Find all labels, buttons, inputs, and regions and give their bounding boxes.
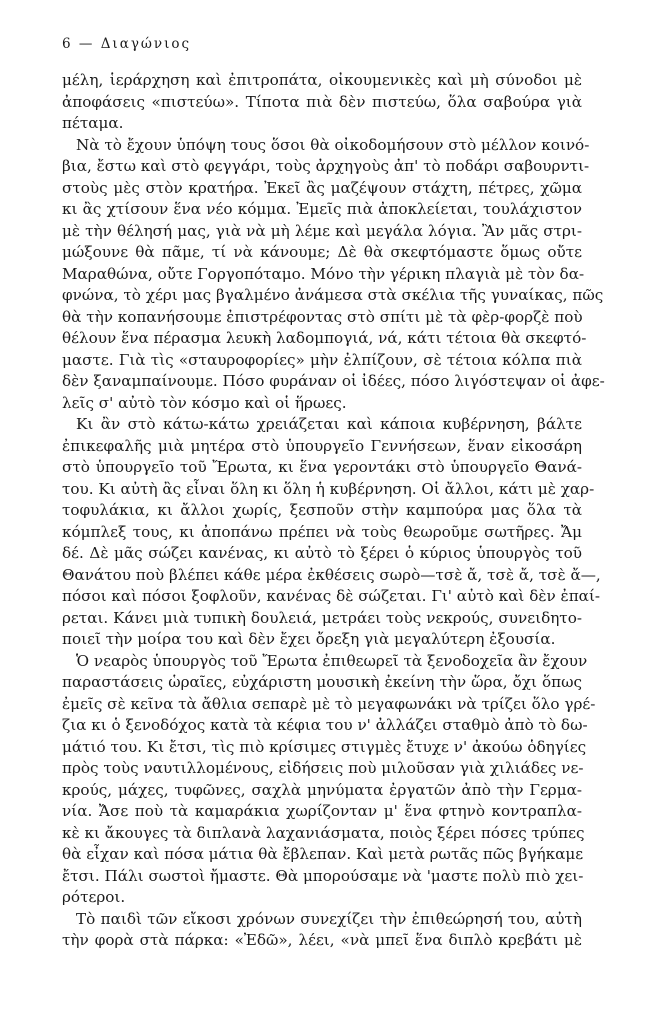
text-line: πρὸς τοὺς ναυτιλλομένους, εἰδήσεις ποὺ μιλοῦσαν γιὰ χιλιάδες νε- xyxy=(62,759,584,777)
paragraph xyxy=(62,909,582,952)
text-line: μαστε. Γιὰ τὶς «σταυροφορίες» μὴν ἐλπίζουν, σὲ τέτοια κόλπα πιὰ xyxy=(62,350,582,369)
text-line: φνώνα, τὸ χέρι μας βγαλμένο ἀνάμεσα στὰ σκέλια τῆς γυναίκας, πῶς xyxy=(62,286,604,304)
text-line: Θανάτου ποὺ βλέπει κάθε μέρα ἐκθέσεις σωρὸ—τσὲ ἄ, τσὲ ἄ, τσὲ ἄ—, xyxy=(62,565,601,584)
text-line: Ὁ νεαρὸς ὑπουργὸς τοῦ Ἔρωτα ἐπιθεωρεῖ τὰ ξενοδοχεῖα ἂν ἔχουν xyxy=(76,651,588,670)
text-line: τὴν φορὰ στὰ πάρκα: «Ἐδῶ», λέει, «νὰ μπεῖ ἕνα διπλὸ κρεβάτι μὲ xyxy=(62,931,582,949)
text-line: μώξουνε θὰ πᾶμε, τί νὰ κάνουμε; Δὲ θὰ σκεφτόμαστε ὅμως οὔτε xyxy=(62,243,582,261)
paragraph xyxy=(62,70,582,135)
text-line: νία. Ἄσε ποὺ τὰ καμαράκια χωρίζονταν μ' ἕνα φτηνὸ κοντραπλα- xyxy=(62,802,582,820)
text-line: μάτιό του. Κι ἔτσι, τὶς πιὸ κρίσιμες στιγμὲς ἔτυχε ν' ἀκούω ὁδηγίες xyxy=(62,737,587,756)
text-line: του. Κι αὐτὴ ἂς εἶναι ὅλη κι ὅλη ἡ κυβέρνηση. Οἱ ἄλλοι, κάτι μὲ χαρ- xyxy=(62,479,595,498)
text-line: πόσοι καὶ πόσοι ξοφλοῦν, κανένας δὲ σώζεται. Γι' αὐτὸ καὶ δὲν ἐπαί- xyxy=(62,587,601,605)
text-line: ρότεροι. xyxy=(62,888,126,906)
text-line: κι ἂς χτίσουν ἕνα νέο κόμμα. Ἐμεῖς πιὰ ἀποκλείεται, τουλάχιστον xyxy=(62,200,582,218)
text-line: θὰ εἶχαν καὶ πόσα μάτια θὰ ἔβλεπαν. Καὶ μετὰ ρωτᾶς πῶς βγήκαμε xyxy=(62,845,584,863)
running-title: Διαγώνιος xyxy=(100,36,192,52)
text-line: δέ. Δὲ μᾶς σώζει κανένας, κι αὐτὸ τὸ ξέρει ὁ κύριος ὑπουργὸς τοῦ xyxy=(62,544,582,562)
text-line: κρούς, μάχες, τυφῶνες, σαχλὰ μηνύματα ἐργατῶν ἀπὸ τὴν Γερμα- xyxy=(62,780,582,799)
text-line: ρεται. Κάνει μιὰ τυπικὴ δουλειά, μετράει τοὺς νεκρούς, συνειδητο- xyxy=(62,608,582,627)
running-header xyxy=(62,36,191,52)
text-line: λεῖς σ' αὐτὸ τὸν κόσμο καὶ οἱ ἥρωες. xyxy=(62,393,347,412)
text-line: Τὸ παιδὶ τῶν εἴκοσι χρόνων συνεχίζει τὴν ἐπιθεώρησή του, αὐτὴ xyxy=(76,909,582,928)
page-number: 6 xyxy=(62,36,73,52)
text-line: βια, ἔστω καὶ στὸ φεγγάρι, τοὺς ἀρχηγοὺς ἀπ' τὸ ποδάρι σαβουρντι- xyxy=(62,157,590,175)
text-line: ζια κι ὁ ξενοδόχος κατὰ τὰ κέφια του ν' ἀλλάζει σταθμὸ ἀπὸ τὸ δω- xyxy=(62,716,588,734)
text-line: Κι ἂν στὸ κάτω-κάτω χρειάζεται καὶ κάποια κυβέρνηση, βάλτε xyxy=(76,415,582,433)
text-line: στὸ ὑπουργεῖο τοῦ Ἔρωτα, κι ἕνα γεροντάκι στὸ ὑπουργεῖο Θανά- xyxy=(62,458,582,476)
paragraph xyxy=(62,414,601,651)
text-line: ποιεῖ τὴν μοίρα του καὶ δὲν ἔχει ὄρεξη γιὰ μεγαλύτερη ἐξουσία. xyxy=(62,630,556,648)
text-line: τοφυλάκια, κι ἄλλοι χωρίς, ξεσποῦν στὴν καμπούρα μας ὅλα τὰ xyxy=(62,501,582,519)
text-line: Νὰ τὸ ἔχουν ὑπόψη τους ὅσοι θὰ οἰκοδομήσουν στὸ μέλλον κοινό- xyxy=(76,135,590,154)
body-text xyxy=(62,70,605,952)
text-line: στοὺς μὲς στὸν κρατήρα. Ἐκεῖ ἂς μαζέψουν στάχτη, πέτρες, χῶμα xyxy=(62,178,582,197)
paragraph xyxy=(62,135,605,415)
header-separator: — xyxy=(78,36,95,52)
text-line: Μαραθώνα, οὔτε Γοργοπόταμο. Μόνο τὴν γέρικη πλαγιὰ μὲ τὸν δα- xyxy=(62,264,585,283)
text-line: ἔτσι. Πάλι σωστοὶ ἤμαστε. Θὰ μπορούσαμε νὰ 'μαστε πολὺ πιὸ χει- xyxy=(62,866,584,885)
text-line: δὲν ξαναμπαίνουμε. Πόσο φυράναν οἱ ἰδέες, πόσο λιγόστεψαν οἱ ἀφε- xyxy=(62,372,605,390)
text-line: παραστάσεις ὡραῖες, εὐχάριστη μουσικὴ ἐκείνη τὴν ὥρα, ὄχι ὅπως xyxy=(62,673,582,691)
text-line: ἐμεῖς σὲ κεῖνα τὰ ἄθλια σεπαρὲ μὲ τὸ μεγαφωνάκι νὰ τρίζει ὅλο γρέ- xyxy=(62,694,596,713)
paragraph xyxy=(62,651,596,909)
text-line: θὰ τὴν κοπανήσουμε ἐπιστρέφοντας στὸ σπίτι μὲ τὰ φὲρ-φορζὲ ποὺ xyxy=(62,307,583,326)
text-line: μὲ τὴν θέλησή μας, γιὰ νὰ μὴ λέμε καὶ μεγάλα λόγια. Ἂν μᾶς στρι- xyxy=(62,221,582,240)
text-line: μέλη, ἱεράρχηση καὶ ἐπιτροπάτα, οἰκουμενικὲς καὶ μὴ σύνοδοι μὲ xyxy=(62,71,582,89)
text-line: κὲ κι ἄκουγες τὰ διπλανὰ λαχανιάσματα, ποιὸς ξέρει πόσες τρύπες xyxy=(62,823,585,842)
text-line: ἀποφάσεις «πιστεύω». Τίποτα πιὰ δὲν πιστεύω, ὅλα σαβούρα γιὰ xyxy=(62,92,582,111)
text-line: πέταμα. xyxy=(62,114,124,132)
text-line: κόμπλεξ τους, κι ἀποπάνω πρέπει νὰ τοὺς θεωροῦμε σωτῆρες. Ἄμ xyxy=(62,522,582,541)
text-line: θέλουν ἕνα πέρασμα λευκὴ λαδομπογιά, νά, κάτι τέτοια θὰ σκεφτό- xyxy=(62,329,587,347)
text-line: ἐπικεφαλῆς μιὰ μητέρα στὸ ὑπουργεῖο Γεννήσεων, ἕναν εἰκοσάρη xyxy=(62,436,582,455)
